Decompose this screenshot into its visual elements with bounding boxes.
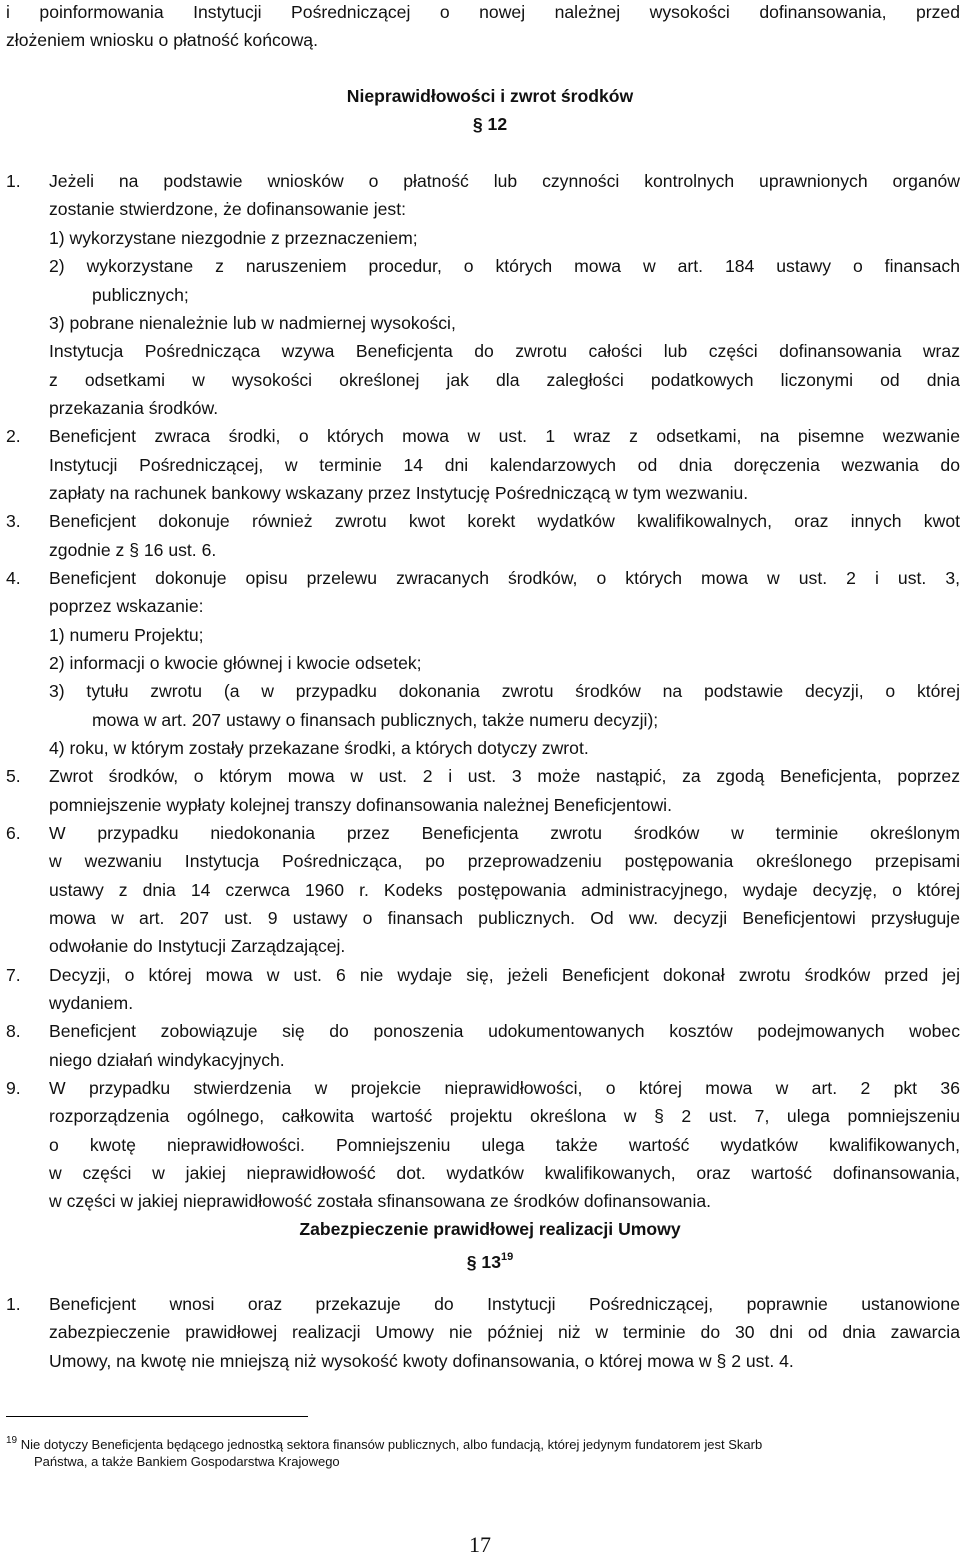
text-line: zgodnie z § 16 ust. 6. <box>49 540 217 560</box>
section-number-text: § 13 <box>466 1252 501 1272</box>
text-line: odwołanie do Instytucji Zarządzającej. <box>49 936 346 956</box>
text-line: z odsetkami w wysokości określonej jak dla zaległości podatkowych liczonymi od dnia <box>49 370 960 390</box>
text-line: zabezpieczenie prawidłowej realizacji Umowy nie później niż w terminie do 30 dni od dnia zawarcia <box>49 1322 960 1342</box>
paragraph-number: 4. <box>6 568 21 588</box>
section-title: Zabezpieczenie prawidłowej realizacji Umowy <box>299 1219 681 1239</box>
footnote-line: Państwa, a także Bankiem Gospodarstwa Krajowego <box>34 1454 340 1469</box>
list-item: 1) wykorzystane niezgodnie z przeznaczeniem; <box>49 228 418 248</box>
list-item: 4) roku, w którym zostały przekazane środki, a których dotyczy zwrot. <box>49 738 589 758</box>
text-line: mowa w art. 207 ust. 9 ustawy o finansach publicznych. Od ww. decyzji Beneficjentowi przysługuje <box>49 908 960 928</box>
text-line: w wezwaniu Instytucja Pośrednicząca, po przeprowadzeniu postępowania określonego przepisami <box>49 851 960 871</box>
text-line: Zwrot środków, o którym mowa w ust. 2 i ust. 3 może nastąpić, za zgodą Beneficjenta, poprzez <box>49 766 960 786</box>
footnote-separator <box>6 1416 308 1417</box>
text-line: rozporządzenia ogólnego, całkowita wartość projektu określona w § 2 ust. 7, ulega pomniejszeniu <box>49 1106 960 1126</box>
footnote-line <box>6 1431 762 1454</box>
paragraph-number: 7. <box>6 965 21 985</box>
paragraph-number: 6. <box>6 823 21 843</box>
page-number: 17 <box>469 1532 491 1557</box>
text-line: przekazania środków. <box>49 398 219 418</box>
text-line: Decyzji, o której mowa w ust. 6 nie wydaje się, jeżeli Beneficjent dokonał zwrotu środków przed jej <box>49 965 960 985</box>
section-number <box>10 1243 960 1276</box>
list-item: 1) numeru Projektu; <box>49 625 204 645</box>
text-line: zapłaty na rachunek bankowy wskazany przez Instytucję Pośredniczącą w tym wezwaniu. <box>49 483 749 503</box>
text-line: Beneficjent dokonuje opisu przelewu zwracanych środków, o których mowa w ust. 2 i ust. 3, <box>49 568 960 588</box>
text-line: w części w jakiej nieprawidłowość została sfinansowana ze środków dofinansowania. <box>49 1191 712 1211</box>
text-line: Beneficjent zobowiązuje się do ponoszenia udokumentowanych kosztów podejmowanych wobec <box>49 1021 960 1041</box>
text-line: publicznych; <box>92 285 189 305</box>
text-line: Beneficjent wnosi oraz przekazuje do Instytucji Pośredniczącej, poprawnie ustanowione <box>49 1294 960 1314</box>
paragraph-number: 5. <box>6 766 21 786</box>
text-line: Instytucji Pośredniczącej, w terminie 14 dni kalendarzowych od dnia doręczenia wezwania do <box>49 455 960 475</box>
footnote-reference: 19 <box>501 1251 514 1263</box>
text-line: niego działań windykacyjnych. <box>49 1050 285 1070</box>
text-line: W przypadku stwierdzenia w projekcie nieprawidłowości, o której mowa w art. 2 pkt 36 <box>49 1078 960 1098</box>
text-line: o kwotę nieprawidłowości. Pomniejszeniu ulega także wartość wydatków kwalifikowanych, <box>49 1135 960 1155</box>
footnote-mark: 19 <box>6 1435 18 1446</box>
section-number: § 12 <box>472 114 508 134</box>
text-line: w części w jakiej nieprawidłowość dot. wydatków kwalifikowanych, oraz wartość dofinansowania, <box>49 1163 960 1183</box>
text-line: Beneficjent dokonuje również zwrotu kwot korekt wydatków kwalifikowalnych, oraz innych kwot <box>49 511 960 531</box>
text-line: W przypadku niedokonania przez Beneficjenta zwrotu środków w terminie określonym <box>49 823 960 843</box>
text-line: Jeżeli na podstawie wniosków o płatność lub czynności kontrolnych uprawnionych organów <box>49 171 960 191</box>
text-line: ustawy z dnia 14 czerwca 1960 r. Kodeks postępowania administracyjnego, wydaje decyzję, o której <box>49 880 960 900</box>
paragraph-number: 1. <box>6 1294 21 1314</box>
list-item: 3) pobrane nienależnie lub w nadmiernej wysokości, <box>49 313 456 333</box>
text-line: złożeniem wniosku o płatność końcową. <box>6 30 318 50</box>
text-line: poprzez wskazanie: <box>49 596 204 616</box>
list-item: 2) informacji o kwocie głównej i kwocie odsetek; <box>49 653 422 673</box>
text-line: mowa w art. 207 ustawy o finansach publicznych, także numeru decyzji); <box>92 710 659 730</box>
list-item: 3) tytułu zwrotu (a w przypadku dokonania zwrotu środków na podstawie decyzji, o której <box>49 681 960 701</box>
footnote-text: Nie dotyczy Beneficjenta będącego jednostką sektora finansów publicznych, albo fundacją, której jedynym fundatorem jest Skarb <box>20 1437 763 1452</box>
text-line: pomniejszenie wypłaty kolejnej transzy dofinansowania należnej Beneficjentowi. <box>49 795 672 815</box>
paragraph-number: 2. <box>6 426 21 446</box>
paragraph-number: 3. <box>6 511 21 531</box>
section-title: Nieprawidłowości i zwrot środków <box>346 86 634 106</box>
list-item: 2) wykorzystane z naruszeniem procedur, o których mowa w art. 184 ustawy o finansach <box>49 256 960 276</box>
paragraph-number: 1. <box>6 171 21 191</box>
text-line: wydaniem. <box>49 993 134 1013</box>
text-line: zostanie stwierdzone, że dofinansowanie jest: <box>49 199 406 219</box>
paragraph-number: 9. <box>6 1078 21 1098</box>
text-line: i poinformowania Instytucji Pośredniczącej o nowej należnej wysokości dofinansowania, przed <box>6 2 960 22</box>
paragraph-number: 8. <box>6 1021 21 1041</box>
text-line: Umowy, na kwotę nie mniejszą niż wysokość kwoty dofinansowania, o której mowa w § 2 ust. 4. <box>49 1351 794 1371</box>
text-line: Instytucja Pośrednicząca wzywa Beneficjenta do zwrotu całości lub części dofinansowania wraz <box>49 341 960 361</box>
text-line: Beneficjent zwraca środki, o których mowa w ust. 1 wraz z odsetkami, na pisemne wezwanie <box>49 426 960 446</box>
